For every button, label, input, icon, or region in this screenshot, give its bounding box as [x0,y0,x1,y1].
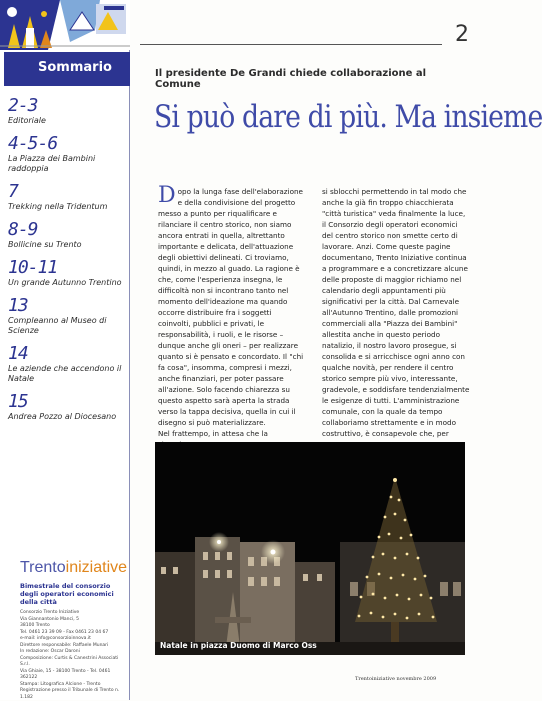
credit-line: Via Giannantonio Manci, 5 [20,616,79,622]
article-headline: Si può dare di più. Ma insieme [154,99,542,135]
toc-page-number: 14 [8,343,28,364]
page-footer: Trentoiniziative novembre 2009 [355,676,437,682]
credit-line: Consorzio Trento Iniziative [20,610,80,615]
toc-item-title: Bollicine su Trento [8,240,82,249]
toc-item-title: Un grande Autunno Trentino [8,278,122,287]
article-paragraph: si sblocchi permettendo in tal modo che anche la già fin troppo chiacchierata "città turistica" veda finalmente la luce, il Consorzio degli operatori economici del centro storico non smette certo di lavorare. Anzi. Come queste pagine documentano, Trento Iniziative continua a programmare e a concretizzare alcune delle proposte di maggior richiamo nel calendario degli appuntamenti più significativi per la città. Dal Carnevale all'Autunno Trentino, dalle promozioni commerciali alla "Piazza dei Bambini" allestita anche in questo periodo natalizio, il nostro lavoro prosegue, si consolida e si arricchisce ogni anno con qualche novità, per rendere il centro storico sempre più vivo, interessante, gradevole, e soddisfare tendenzialmente le esigenze di tutti. L'amministrazione comunale, con la quale da tempo collaboriamo strettamente e in modo costruttivo, è consapevole che, per [322,187,470,438]
credit-line: Via Ghiaie, 15 - 38100 Trento - Tel. 0461 362122 [20,668,111,680]
sidebar-illustration [0,0,130,50]
toc-item[interactable] [8,220,126,250]
credit-line: In redazione: Oscar Daroni [20,649,80,654]
sommario-header [4,52,130,86]
toc-page-number: 4-5-6 [8,133,58,154]
credit-line: 38100 Trento [20,623,50,628]
brand-name-part1: Trento [20,559,66,576]
credit-line: Tel. 0461 23 39 09 - Fax 0461 23 04 67 [20,629,109,635]
credit-line: Stampa: Litografica Alcione - Trento [20,681,101,687]
sommario-label: Sommario [38,60,112,75]
toc-page-number: 7 [8,181,18,202]
header-rule [140,44,442,45]
toc-item[interactable] [8,134,126,174]
photo-caption: Natale in piazza Duomo di Marco Oss [160,641,317,650]
article-column-1 [158,183,306,450]
toc-page-number: 8-9 [8,219,38,240]
toc-item[interactable] [8,258,126,288]
sidebar [0,0,130,700]
toc-item[interactable] [8,182,126,212]
toc-item-title: Compleanno al Museo di Scienze [8,316,107,335]
article-paragraph: Nel frattempo, in attesa che la [158,429,268,438]
toc-item[interactable] [8,344,126,384]
brand-name-part2: iniziative [65,559,128,576]
brand-logo [20,557,128,581]
page-number: 2 [455,22,469,47]
toc-item-title: La Piazza dei Bambini raddoppia [8,154,96,173]
photo-piazza-duomo [155,442,465,655]
toc-item-title: Le aziende che accendono il Natale [8,364,122,383]
brand-subtitle: Bimestrale del consorzio degli operatori economici della città [20,582,114,606]
article-kicker: Il presidente De Grandi chiede collaborazione al Comune [155,68,427,90]
article-column-2 [322,186,470,439]
toc-item[interactable] [8,296,126,336]
toc-item[interactable] [8,392,126,422]
toc-item-title: Trekking nella Tridentum [8,202,108,211]
castle-illustration-icon [0,0,130,50]
toc-page-number: 13 [8,295,28,316]
publication-credits [20,610,126,701]
credit-line: Registrazione presso il Tribunale di Trento n. 1.182 [20,688,120,700]
article-paragraph: opo la lunga fase dell'elaborazione e della condivisione del progetto messo a punto per riqualificare e rilanciare il centro storico, non siamo ancora entrati in quella, altrettanto importante e delicata, dell'attuazione degli obiettivi delineati. Ci troviamo, quindi, in mezzo al guado. La ragione è che, come l'esperienza insegna, le difficoltà non si incontrano tanto nel momento dell'ideazione ma quando occorre distribuire fra i soggetti coinvolti, pubblici e privati, le responsabilità, i ruoli, e le risorse – dunque anche gli oneri – per realizzare quanto si è pensato e concordato. Il "chi fa cosa", insomma, compresi i mezzi, anche finanziari, per poter passare all'azione. Solo facendo chiarezza su questo aspetto sarà aperta la strada verso la tappa decisiva, quella in cui il disegno si può materializzare. [158,187,304,427]
table-of-contents [8,96,126,430]
toc-item-title: Andrea Pozzo al Diocesano [8,412,117,421]
credit-line: Composizione: Curtis & Canestrini Associati S.r.l. [20,655,119,667]
toc-page-number: 15 [8,391,28,412]
toc-page-number: 2-3 [8,95,38,116]
night-square-photo-icon [155,442,465,655]
drop-cap: D [158,183,176,208]
toc-item-title: Editoriale [8,116,46,125]
credit-line: e-mail: info@consorzioinnova.it [20,636,91,641]
credit-line: Direttore responsabile: Raffaele Munari [20,642,109,648]
toc-page-number: 10-11 [8,257,58,278]
toc-item[interactable] [8,96,126,126]
